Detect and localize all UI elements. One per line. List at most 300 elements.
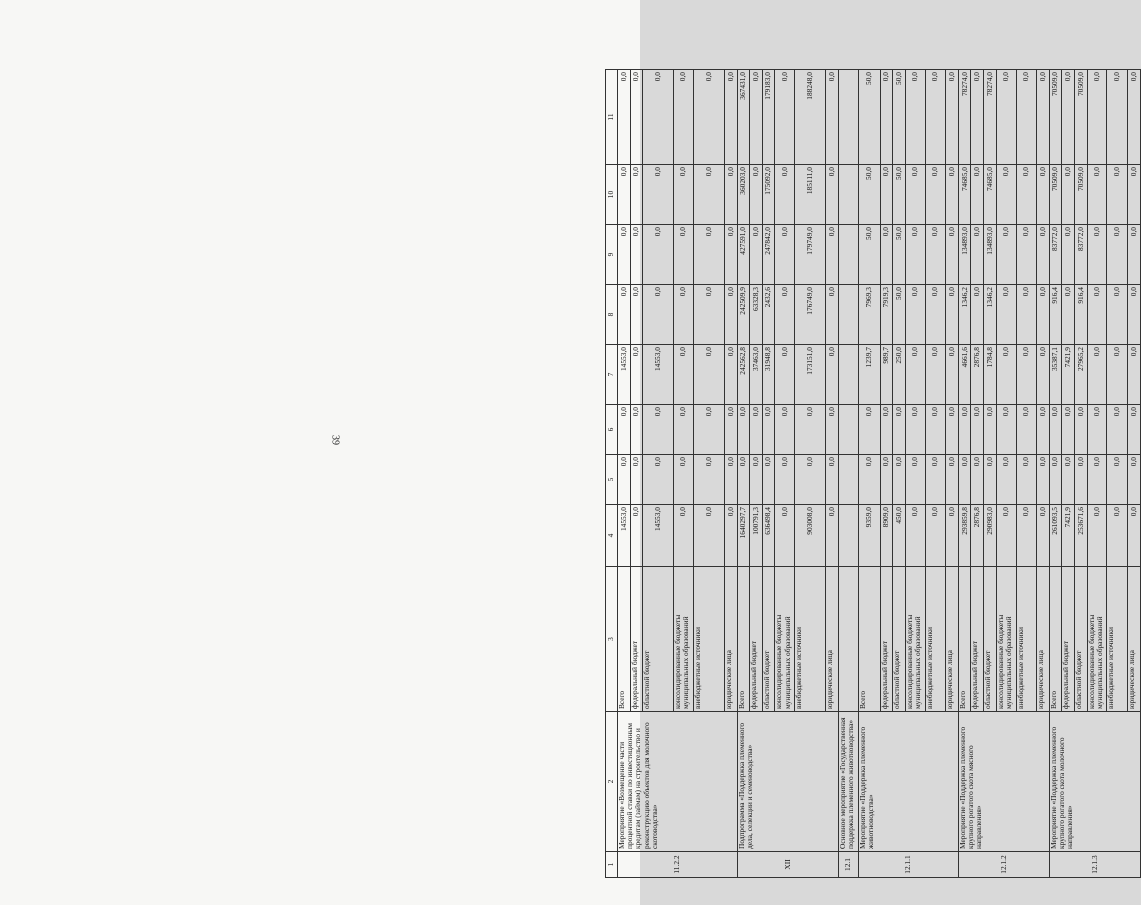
- value-cell: 0,0: [1087, 405, 1107, 455]
- value-cell: 0,0: [630, 345, 643, 405]
- value-cell: 0,0: [1107, 405, 1128, 455]
- row-name: Подпрограмма «Поддержка племенного дела, селекции и семеноводства»: [737, 712, 838, 852]
- value-cell: 2876,8: [971, 345, 984, 405]
- value-cell: 2876,8: [971, 505, 984, 567]
- value-cell: 0,0: [674, 505, 694, 567]
- value-cell: 0,0: [762, 405, 775, 455]
- col-header: 4: [606, 505, 618, 567]
- value-cell: 0,0: [1037, 225, 1050, 285]
- funding-source: областной бюджет: [643, 567, 674, 712]
- value-cell: 185111,0: [795, 165, 826, 225]
- value-cell: 0,0: [826, 505, 839, 567]
- value-cell: 0,0: [1087, 285, 1107, 345]
- value-cell: 0,0: [1128, 505, 1141, 567]
- value-cell: 0,0: [925, 70, 946, 165]
- value-cell: 0,0: [694, 455, 725, 505]
- value-cell: 0,0: [1062, 225, 1075, 285]
- value-cell: 35387,1: [1049, 345, 1062, 405]
- value-cell: 450,0: [893, 505, 906, 567]
- row-code: 12.1: [838, 852, 858, 878]
- value-cell: 0,0: [694, 70, 725, 165]
- value-cell: 0,0: [905, 455, 925, 505]
- value-cell: 0,0: [694, 165, 725, 225]
- funding-source: консолидированные бюджеты муниципальных образований: [1087, 567, 1107, 712]
- value-cell: 0,0: [925, 405, 946, 455]
- row-name: Мероприятие «Поддержка племенного животноводства»: [858, 712, 958, 852]
- value-cell: 0,0: [826, 455, 839, 505]
- value-cell: 0,0: [724, 285, 737, 345]
- value-cell: 0,0: [775, 225, 795, 285]
- value-cell: 0,0: [946, 405, 959, 455]
- col-header: 2: [606, 712, 618, 852]
- value-cell: 0,0: [737, 405, 750, 455]
- value-cell: 37463,0: [750, 345, 763, 405]
- value-cell: 0,0: [775, 345, 795, 405]
- value-cell: 0,0: [1016, 455, 1037, 505]
- value-cell: 0,0: [643, 285, 674, 345]
- value-cell: 0,0: [1016, 345, 1037, 405]
- value-cell: 0,0: [880, 165, 893, 225]
- value-cell: 0,0: [1016, 165, 1037, 225]
- value-cell: 0,0: [1062, 285, 1075, 345]
- value-cell: 0,0: [643, 70, 674, 165]
- value-cell: 0,0: [618, 285, 631, 345]
- value-cell: 0,0: [971, 70, 984, 165]
- value-cell: 7421,9: [1062, 505, 1075, 567]
- value-cell: 0,0: [775, 505, 795, 567]
- value-cell: 0,0: [1128, 225, 1141, 285]
- funding-source: внебюджетные источники: [925, 567, 946, 712]
- funding-source: Всего: [737, 567, 750, 712]
- value-cell: 14553,0: [618, 345, 631, 405]
- value-cell: 7421,9: [1062, 345, 1075, 405]
- value-cell: 8909,0: [880, 505, 893, 567]
- funding-source: внебюджетные источники: [694, 567, 725, 712]
- value-cell: 0,0: [971, 455, 984, 505]
- value-cell: 0,0: [1087, 70, 1107, 165]
- value-cell: 9359,0: [858, 505, 880, 567]
- value-cell: 360203,0: [737, 165, 750, 225]
- value-cell: 0,0: [826, 285, 839, 345]
- value-cell: 0,0: [1062, 455, 1075, 505]
- value-cell: 0,0: [1037, 405, 1050, 455]
- value-cell: 0,0: [724, 405, 737, 455]
- value-cell: 0,0: [775, 285, 795, 345]
- value-cell: [838, 505, 858, 567]
- funding-source: внебюджетные источники: [1107, 567, 1128, 712]
- value-cell: 83772,0: [1049, 225, 1062, 285]
- value-cell: 0,0: [775, 70, 795, 165]
- value-cell: 0,0: [826, 165, 839, 225]
- value-cell: 0,0: [1087, 225, 1107, 285]
- value-cell: 0,0: [996, 225, 1016, 285]
- row-name: Основное мероприятие «Государственная поддержка племенного животноводства»: [838, 712, 858, 852]
- value-cell: 0,0: [643, 165, 674, 225]
- funding-source: внебюджетные источники: [1016, 567, 1037, 712]
- value-cell: 0,0: [1107, 70, 1128, 165]
- value-cell: 0,0: [674, 285, 694, 345]
- table-row: [737, 70, 750, 878]
- value-cell: 0,0: [724, 505, 737, 567]
- value-cell: [838, 225, 858, 285]
- value-cell: 0,0: [1037, 165, 1050, 225]
- value-cell: 0,0: [1049, 455, 1062, 505]
- value-cell: 0,0: [996, 345, 1016, 405]
- value-cell: 0,0: [1107, 285, 1128, 345]
- value-cell: 0,0: [905, 70, 925, 165]
- col-header: 11: [606, 70, 618, 165]
- value-cell: 50,0: [893, 165, 906, 225]
- value-cell: 50,0: [893, 70, 906, 165]
- value-cell: 176749,0: [795, 285, 826, 345]
- funding-source: юридические лица: [946, 567, 959, 712]
- value-cell: [838, 345, 858, 405]
- value-cell: 50,0: [858, 165, 880, 225]
- value-cell: 0,0: [858, 455, 880, 505]
- funding-source: федеральный бюджет: [750, 567, 763, 712]
- col-header: 1: [606, 852, 618, 878]
- value-cell: 247842,0: [762, 225, 775, 285]
- value-cell: 903008,0: [795, 505, 826, 567]
- value-cell: 0,0: [984, 405, 997, 455]
- value-cell: 0,0: [694, 405, 725, 455]
- value-cell: 242562,8: [737, 345, 750, 405]
- value-cell: 0,0: [750, 225, 763, 285]
- page-number: 39: [329, 435, 341, 445]
- col-header: 8: [606, 285, 618, 345]
- value-cell: 0,0: [618, 225, 631, 285]
- value-cell: 0,0: [925, 285, 946, 345]
- row-code: 12.1.1: [858, 852, 958, 878]
- value-cell: 0,0: [775, 165, 795, 225]
- value-cell: 188248,0: [795, 70, 826, 165]
- value-cell: 0,0: [674, 225, 694, 285]
- value-cell: 0,0: [1087, 165, 1107, 225]
- funding-source: федеральный бюджет: [971, 567, 984, 712]
- value-cell: 1346,2: [958, 285, 971, 345]
- value-cell: 0,0: [996, 455, 1016, 505]
- value-cell: 0,0: [1087, 505, 1107, 567]
- value-cell: 74685,0: [984, 165, 997, 225]
- value-cell: 0,0: [946, 505, 959, 567]
- row-code: 12.1.3: [1049, 852, 1140, 878]
- value-cell: 70509,0: [1049, 165, 1062, 225]
- value-cell: 0,0: [1016, 405, 1037, 455]
- value-cell: 427591,0: [737, 225, 750, 285]
- row-code: 12.1.2: [958, 852, 1049, 878]
- funding-source: федеральный бюджет: [630, 567, 643, 712]
- row-name: Мероприятие «Поддержка племенного крупного рогатого скота молочного направления»: [1049, 712, 1140, 852]
- value-cell: 0,0: [946, 165, 959, 225]
- value-cell: 0,0: [971, 285, 984, 345]
- value-cell: 0,0: [1062, 70, 1075, 165]
- value-cell: 0,0: [618, 165, 631, 225]
- value-cell: 0,0: [1016, 285, 1037, 345]
- value-cell: 0,0: [630, 225, 643, 285]
- funding-source: консолидированные бюджеты муниципальных образований: [996, 567, 1016, 712]
- value-cell: 0,0: [1074, 455, 1087, 505]
- value-cell: 0,0: [1107, 505, 1128, 567]
- value-cell: 0,0: [971, 165, 984, 225]
- value-cell: [838, 70, 858, 165]
- value-cell: 0,0: [724, 225, 737, 285]
- funding-source: федеральный бюджет: [1062, 567, 1075, 712]
- value-cell: 0,0: [1037, 70, 1050, 165]
- value-cell: 0,0: [694, 225, 725, 285]
- value-cell: 0,0: [737, 455, 750, 505]
- col-header: 5: [606, 455, 618, 505]
- value-cell: 179749,0: [795, 225, 826, 285]
- value-cell: 0,0: [996, 405, 1016, 455]
- value-cell: 173151,0: [795, 345, 826, 405]
- value-cell: 0,0: [643, 225, 674, 285]
- value-cell: 0,0: [1037, 505, 1050, 567]
- value-cell: 63328,3: [750, 285, 763, 345]
- value-cell: 0,0: [996, 165, 1016, 225]
- value-cell: 0,0: [826, 70, 839, 165]
- value-cell: [838, 455, 858, 505]
- value-cell: 0,0: [905, 165, 925, 225]
- value-cell: 0,0: [826, 225, 839, 285]
- value-cell: 0,0: [958, 405, 971, 455]
- budget-table: [605, 69, 1141, 878]
- value-cell: 0,0: [694, 505, 725, 567]
- value-cell: 242509,9: [737, 285, 750, 345]
- value-cell: 0,0: [1074, 405, 1087, 455]
- value-cell: 0,0: [925, 225, 946, 285]
- value-cell: 7969,3: [858, 285, 880, 345]
- value-cell: 134893,0: [958, 225, 971, 285]
- value-cell: 7919,3: [880, 285, 893, 345]
- row-code: XII: [737, 852, 838, 878]
- value-cell: 0,0: [1016, 505, 1037, 567]
- value-cell: 50,0: [858, 225, 880, 285]
- value-cell: 0,0: [971, 405, 984, 455]
- funding-source: Всего: [618, 567, 631, 712]
- value-cell: 0,0: [1062, 165, 1075, 225]
- value-cell: 0,0: [925, 455, 946, 505]
- value-cell: 290983,0: [984, 505, 997, 567]
- value-cell: 0,0: [1037, 285, 1050, 345]
- value-cell: 261093,5: [1049, 505, 1062, 567]
- value-cell: 0,0: [905, 345, 925, 405]
- value-cell: 0,0: [750, 165, 763, 225]
- value-cell: 0,0: [905, 285, 925, 345]
- value-cell: 0,0: [946, 285, 959, 345]
- value-cell: 50,0: [858, 70, 880, 165]
- value-cell: 636498,4: [762, 505, 775, 567]
- value-cell: 0,0: [893, 455, 906, 505]
- value-cell: 0,0: [674, 165, 694, 225]
- value-cell: 0,0: [1062, 405, 1075, 455]
- value-cell: 0,0: [630, 285, 643, 345]
- value-cell: 367431,0: [737, 70, 750, 165]
- value-cell: 50,0: [893, 225, 906, 285]
- funding-source: областной бюджет: [1074, 567, 1087, 712]
- value-cell: 0,0: [925, 165, 946, 225]
- value-cell: 0,0: [1128, 285, 1141, 345]
- value-cell: 0,0: [984, 455, 997, 505]
- value-cell: 1346,2: [984, 285, 997, 345]
- value-cell: 83772,0: [1074, 225, 1087, 285]
- value-cell: 0,0: [694, 285, 725, 345]
- table-row: [618, 70, 631, 878]
- value-cell: 0,0: [1107, 345, 1128, 405]
- funding-source: консолидированные бюджеты муниципальных образований: [775, 567, 795, 712]
- value-cell: 50,0: [893, 285, 906, 345]
- table-body: [618, 70, 1141, 878]
- value-cell: 0,0: [750, 455, 763, 505]
- value-cell: [838, 285, 858, 345]
- value-cell: 0,0: [618, 405, 631, 455]
- header-row: [606, 70, 618, 878]
- value-cell: 0,0: [775, 455, 795, 505]
- value-cell: 0,0: [925, 505, 946, 567]
- table-row: [1049, 70, 1062, 878]
- value-cell: 0,0: [996, 285, 1016, 345]
- funding-source: Всего: [858, 567, 880, 712]
- value-cell: 0,0: [762, 455, 775, 505]
- value-cell: 0,0: [630, 455, 643, 505]
- value-cell: 134893,0: [984, 225, 997, 285]
- value-cell: 78274,0: [984, 70, 997, 165]
- value-cell: 0,0: [826, 405, 839, 455]
- value-cell: 0,0: [905, 225, 925, 285]
- value-cell: 100791,3: [750, 505, 763, 567]
- value-cell: 0,0: [1128, 345, 1141, 405]
- table-row: [858, 70, 880, 878]
- value-cell: 0,0: [1016, 70, 1037, 165]
- value-cell: 70509,0: [1049, 70, 1062, 165]
- value-cell: 0,0: [630, 165, 643, 225]
- value-cell: 0,0: [1128, 405, 1141, 455]
- value-cell: 0,0: [958, 455, 971, 505]
- value-cell: 1784,8: [984, 345, 997, 405]
- value-cell: 14553,0: [618, 505, 631, 567]
- value-cell: 70509,0: [1074, 70, 1087, 165]
- value-cell: 989,7: [880, 345, 893, 405]
- funding-source: областной бюджет: [762, 567, 775, 712]
- value-cell: 0,0: [618, 455, 631, 505]
- value-cell: 70509,0: [1074, 165, 1087, 225]
- value-cell: 0,0: [946, 345, 959, 405]
- col-header: 9: [606, 225, 618, 285]
- value-cell: 250,0: [893, 345, 906, 405]
- funding-source: консолидированные бюджеты муниципальных образований: [905, 567, 925, 712]
- funding-source: [838, 567, 858, 712]
- funding-source: Всего: [1049, 567, 1062, 712]
- table-row: [958, 70, 971, 878]
- funding-source: внебюджетные источники: [795, 567, 826, 712]
- value-cell: 31948,8: [762, 345, 775, 405]
- value-cell: 293859,8: [958, 505, 971, 567]
- value-cell: 0,0: [724, 70, 737, 165]
- value-cell: 0,0: [795, 405, 826, 455]
- value-cell: 0,0: [643, 405, 674, 455]
- value-cell: 0,0: [880, 70, 893, 165]
- value-cell: 916,4: [1074, 285, 1087, 345]
- value-cell: 0,0: [724, 345, 737, 405]
- funding-source: юридические лица: [1037, 567, 1050, 712]
- funding-source: юридические лица: [826, 567, 839, 712]
- value-cell: 0,0: [630, 70, 643, 165]
- funding-source: консолидированные бюджеты муниципальных образований: [674, 567, 694, 712]
- value-cell: 78274,0: [958, 70, 971, 165]
- value-cell: 0,0: [996, 70, 1016, 165]
- value-cell: 74685,0: [958, 165, 971, 225]
- value-cell: 4661,6: [958, 345, 971, 405]
- value-cell: 0,0: [694, 345, 725, 405]
- value-cell: 0,0: [826, 345, 839, 405]
- value-cell: [838, 165, 858, 225]
- col-header: 10: [606, 165, 618, 225]
- value-cell: 0,0: [1128, 455, 1141, 505]
- col-header: 3: [606, 567, 618, 712]
- value-cell: 14553,0: [643, 345, 674, 405]
- value-cell: 0,0: [1037, 345, 1050, 405]
- value-cell: 0,0: [775, 405, 795, 455]
- row-name: Мероприятие «Возмещение части процентной ставки по инвестиционным кредитам (займам) на строительство и реконструкцию объектов для молочного скотоводства»: [618, 712, 738, 852]
- value-cell: 179183,0: [762, 70, 775, 165]
- funding-source: областной бюджет: [984, 567, 997, 712]
- value-cell: 0,0: [674, 345, 694, 405]
- value-cell: 175092,0: [762, 165, 775, 225]
- value-cell: 0,0: [674, 70, 694, 165]
- funding-source: юридические лица: [724, 567, 737, 712]
- value-cell: 0,0: [905, 405, 925, 455]
- funding-source: федеральный бюджет: [880, 567, 893, 712]
- value-cell: 1640297,7: [737, 505, 750, 567]
- value-cell: 0,0: [971, 225, 984, 285]
- value-cell: 0,0: [630, 405, 643, 455]
- value-cell: 0,0: [750, 405, 763, 455]
- funding-source: Всего: [958, 567, 971, 712]
- value-cell: [838, 405, 858, 455]
- value-cell: 0,0: [674, 455, 694, 505]
- value-cell: 916,4: [1049, 285, 1062, 345]
- value-cell: 0,0: [925, 345, 946, 405]
- value-cell: 253671,6: [1074, 505, 1087, 567]
- value-cell: 0,0: [1049, 405, 1062, 455]
- value-cell: 0,0: [750, 70, 763, 165]
- value-cell: 27965,2: [1074, 345, 1087, 405]
- row-code: 11.2.2: [618, 852, 738, 878]
- value-cell: 0,0: [630, 505, 643, 567]
- value-cell: 0,0: [880, 225, 893, 285]
- value-cell: 0,0: [1107, 455, 1128, 505]
- value-cell: 0,0: [724, 455, 737, 505]
- value-cell: 0,0: [893, 405, 906, 455]
- value-cell: 0,0: [880, 455, 893, 505]
- value-cell: 0,0: [858, 405, 880, 455]
- rotated-table-container: [605, 70, 1141, 878]
- value-cell: 0,0: [1037, 455, 1050, 505]
- value-cell: 0,0: [1128, 70, 1141, 165]
- value-cell: 0,0: [946, 225, 959, 285]
- value-cell: 0,0: [946, 70, 959, 165]
- value-cell: 0,0: [905, 505, 925, 567]
- table-row: [838, 70, 858, 878]
- funding-source: юридические лица: [1128, 567, 1141, 712]
- value-cell: 0,0: [1107, 225, 1128, 285]
- value-cell: 0,0: [1128, 165, 1141, 225]
- value-cell: 0,0: [1087, 455, 1107, 505]
- value-cell: 0,0: [1107, 165, 1128, 225]
- value-cell: 0,0: [643, 455, 674, 505]
- value-cell: 1239,7: [858, 345, 880, 405]
- value-cell: 0,0: [946, 455, 959, 505]
- col-header: 7: [606, 345, 618, 405]
